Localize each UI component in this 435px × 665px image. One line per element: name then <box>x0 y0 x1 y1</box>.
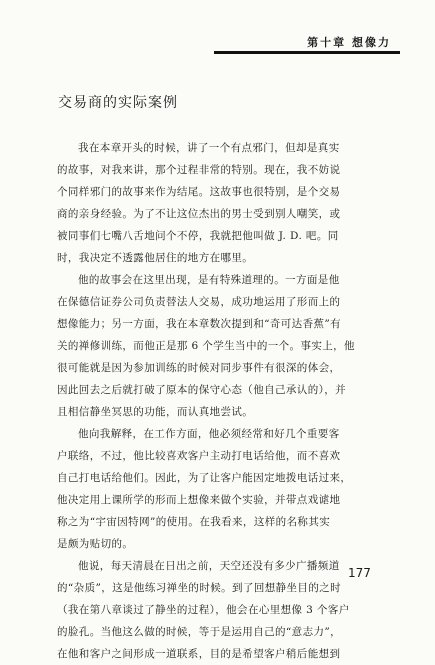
paragraph <box>57 423 372 555</box>
text-line: 他决定用上课所学的形而上想像来做个实验，并带点戏谑地 <box>57 494 341 506</box>
text-line: 他说，每天清晨在日出之前，天空还没有多少广播频道 <box>78 560 340 572</box>
header-rule <box>214 51 400 54</box>
text-line: 的脸孔。当他这么做的时候，等于是运用自己的“意志力”， <box>57 626 342 638</box>
paragraph <box>57 137 372 269</box>
text-line: 且相信静坐冥思的功能，而认真地尝试。 <box>57 406 254 418</box>
text-line: 是颇为贴切的。 <box>57 538 134 550</box>
page-number: 177 <box>348 566 371 580</box>
text-line: 在他和客户之间形成一道联系，目的是希望客户稍后能想到 <box>57 648 341 660</box>
text-line: 想像能力；另一方面，我在本章数次提到和“奇可达香蕉”有 <box>57 318 342 330</box>
text-line: 个同样邪门的故事来作为结尾。这故事也很特别，是个交易 <box>57 186 341 198</box>
body-text <box>57 137 372 665</box>
text-line: 商的亲身经验。为了不让这位杰出的男士受到别人嘲笑，或 <box>57 208 341 220</box>
section-title: 交易商的实际案例 <box>58 95 178 111</box>
text-line: 关的禅修训练，而他正是那 6 个学生当中的一个。事实上，他 <box>57 340 355 352</box>
text-line: 他向我解释，在工作方面，他必须经常和好几个重要客 <box>78 428 340 440</box>
text-line: 的“杂质”，这是他练习禅坐的时候。到了回想静坐目的之时 <box>57 582 342 594</box>
text-line: 的故事，对我来讲，那个过程非常的特别。现在，我不妨说 <box>57 164 341 176</box>
text-line: 他的故事会在这里出现，是有特殊道理的。一方面是他 <box>78 274 340 286</box>
text-line: 在保德信证券公司负责替法人交易，成功地运用了形而上的 <box>57 296 341 308</box>
text-line: 我在本章开头的时候，讲了一个有点邪门，但却是真实 <box>78 142 340 154</box>
text-line: 户联络，不过，他比较喜欢客户主动打电话给他，而不喜欢 <box>57 450 341 462</box>
text-line: 很可能就是因为参加训练的时候对同步事件有很深的体会， <box>57 362 341 374</box>
text-line: 称之为“宇宙因特网”的使用。在我看来，这样的名称其实 <box>57 516 331 528</box>
text-line: 被同事们七嘴八舌地问个不停，我就把他叫做 J. D. 吧。同 <box>57 230 339 242</box>
text-line: 时，我决定不透露他居住的地方在哪里。 <box>57 252 254 264</box>
text-line: 因此回去之后就打破了原本的保守心态（他自己承认的），并 <box>57 384 347 396</box>
text-line: 自己打电话给他们。因此，为了让客户能因定地拨电话过来， <box>57 472 352 484</box>
paragraph <box>57 555 372 665</box>
paragraph <box>57 269 372 423</box>
text-line: （我在第八章谈过了静坐的过程），他会在心里想像 3 个客户 <box>57 604 350 616</box>
chapter-header: 第十章 想像力 <box>307 36 391 49</box>
